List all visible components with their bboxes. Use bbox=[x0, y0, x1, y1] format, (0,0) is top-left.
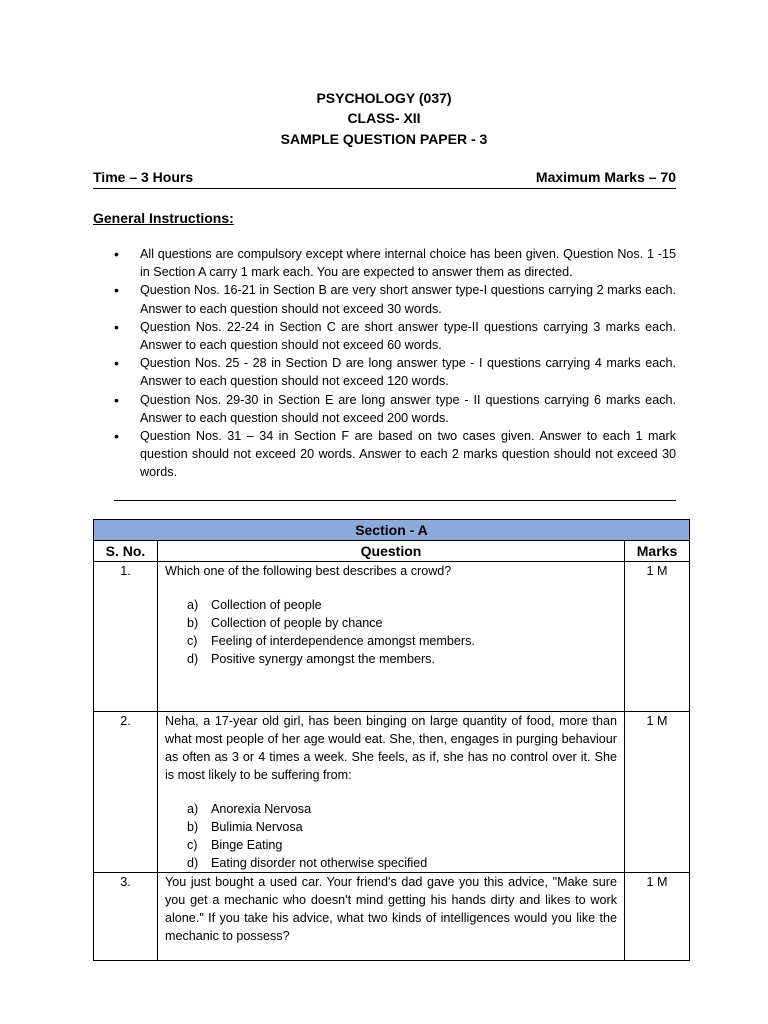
question-cell bbox=[158, 562, 625, 712]
question-number: 3. bbox=[94, 873, 158, 961]
question-number: 1. bbox=[94, 562, 158, 712]
options-list bbox=[165, 596, 617, 668]
table-row bbox=[94, 712, 690, 873]
section-a-table bbox=[93, 519, 690, 961]
instruction-item: • Question Nos. 25 - 28 in Section D are long answer type - I questions carrying 4 marks each. Answer to each question should not exceed 120 words. bbox=[114, 355, 676, 389]
marks-value: 1 M bbox=[625, 873, 690, 961]
question-text: You just bought a used car. Your friend's dad gave you this advice, "Make sure you get a mechanic who doesn't mind getting his hands dirty and likes to work alone." If you take his advice, what two kinds of intelligences would you like the mechanic to possess? bbox=[165, 875, 617, 943]
instruction-item: • All questions are compulsory except where internal choice has been given. Question Nos. 1 -15 in Section A carry 1 mark each. You are expected to answer them as directed. bbox=[114, 246, 676, 280]
table-row bbox=[94, 873, 690, 961]
option-item: a) Anorexia Nervosa bbox=[187, 802, 312, 816]
question-text: Which one of the following best describes a crowd? bbox=[165, 564, 452, 578]
bullet-icon: • bbox=[114, 355, 119, 372]
instruction-item: • Question Nos. 31 – 34 in Section F are based on two cases given. Answer to each 1 mark question should not exceed 20 words. Answer to each 2 marks question should not exceed 30 words. bbox=[114, 428, 676, 480]
instruction-item: • Question Nos. 16-21 in Section B are very short answer type-I questions carrying 2 marks each. Answer to each question should not exceed 30 words. bbox=[114, 282, 676, 316]
section-heading: Section - A bbox=[94, 520, 690, 541]
bullet-icon: • bbox=[114, 282, 119, 299]
bullet-icon: • bbox=[114, 246, 119, 262]
option-item: d) Eating disorder not otherwise specified bbox=[187, 856, 428, 870]
options-list bbox=[165, 800, 617, 872]
bullet-icon: • bbox=[114, 428, 119, 445]
general-instructions-heading: General Instructions: bbox=[93, 210, 234, 226]
column-header-question: Question bbox=[158, 541, 625, 562]
time-marks-bar bbox=[93, 168, 676, 189]
option-item: d) Positive synergy amongst the members. bbox=[187, 652, 435, 666]
table-row bbox=[94, 562, 690, 712]
question-number: 2. bbox=[94, 712, 158, 873]
question-cell bbox=[158, 873, 625, 961]
column-header-sno: S. No. bbox=[94, 541, 158, 562]
instructions-divider bbox=[114, 500, 676, 501]
time-label: Time – 3 Hours bbox=[93, 169, 194, 185]
bullet-icon: • bbox=[114, 318, 119, 335]
option-item: b) Collection of people by chance bbox=[187, 616, 383, 630]
instructions-list bbox=[114, 245, 676, 482]
option-item: c) Feeling of interdependence amongst members. bbox=[187, 634, 475, 648]
option-item: c) Binge Eating bbox=[187, 838, 283, 852]
question-text: Neha, a 17-year old girl, has been binging on large quantity of food, more than what most people of her age would eat. She, then, engages in purging behaviour as often as 3 or 4 times a week. She feels, as if, she has no control over it. She is most likely to be suffering from: bbox=[165, 714, 617, 782]
class-title: CLASS- XII bbox=[347, 110, 421, 126]
paper-title: SAMPLE QUESTION PAPER - 3 bbox=[280, 131, 488, 147]
option-item: a) Collection of people bbox=[187, 598, 322, 612]
bullet-icon: • bbox=[114, 391, 119, 408]
marks-value: 1 M bbox=[625, 562, 690, 712]
max-marks-label: Maximum Marks – 70 bbox=[535, 169, 676, 185]
instruction-item: • Question Nos. 29-30 in Section E are long answer type - II questions carrying 6 marks each. Answer to each question should not exceed 200 words. bbox=[114, 391, 676, 425]
option-item: b) Bulimia Nervosa bbox=[187, 820, 303, 834]
marks-value: 1 M bbox=[625, 712, 690, 873]
column-header-marks: Marks bbox=[625, 541, 690, 562]
instruction-item: • Question Nos. 22-24 in Section C are short answer type-II questions carrying 3 marks each. Answer to each question should not exceed 60 words. bbox=[114, 318, 676, 353]
question-cell bbox=[158, 712, 625, 873]
subject-title: PSYCHOLOGY (037) bbox=[316, 90, 452, 106]
